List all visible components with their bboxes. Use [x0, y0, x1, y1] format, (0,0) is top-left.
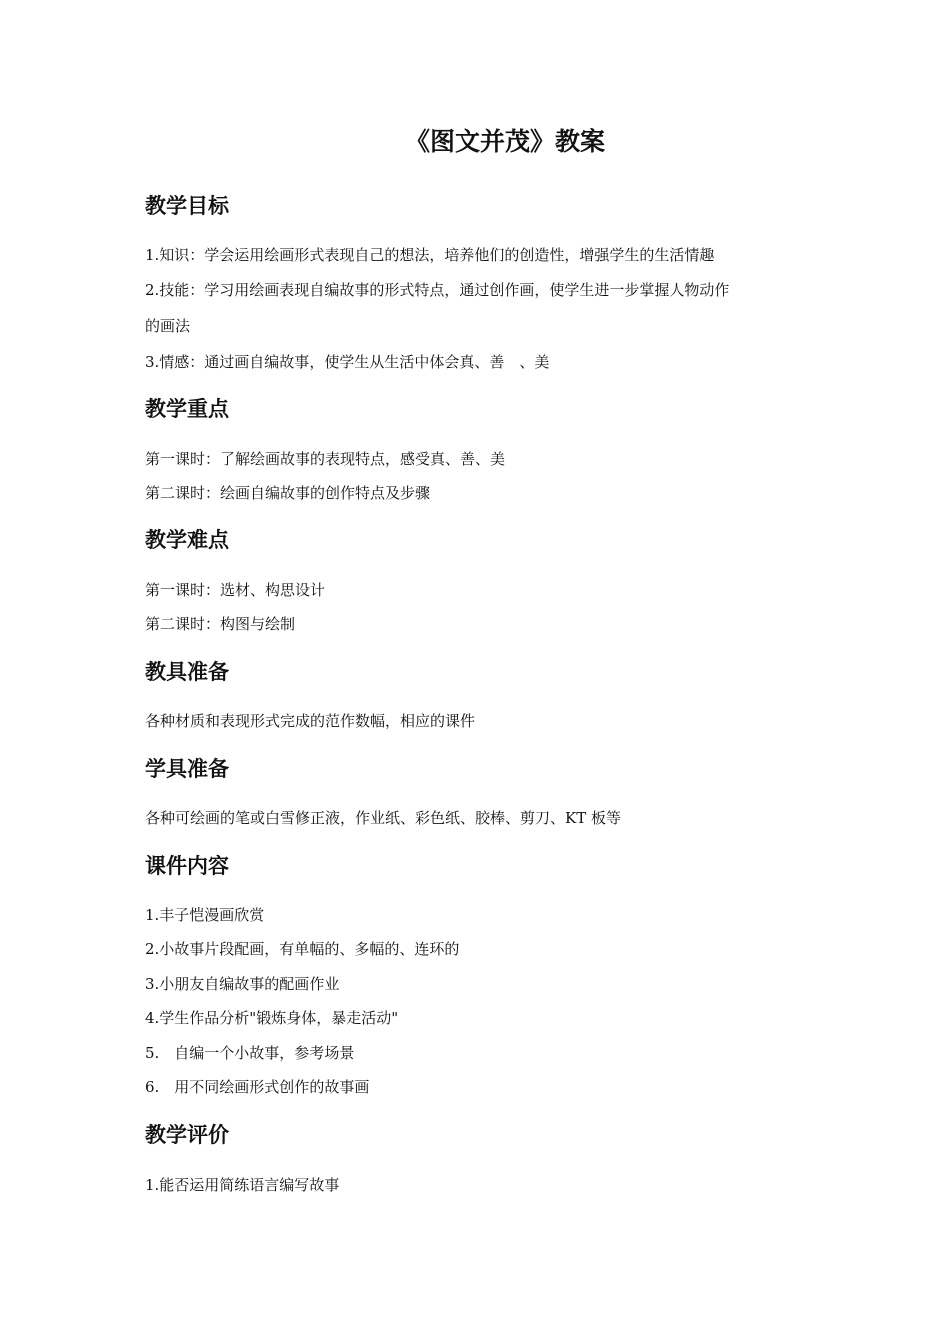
section-heading-teaching-aids: 教具准备 — [145, 660, 229, 684]
courseware-item-4: 4.学生作品分析"锻炼身体，暴走活动" — [145, 1009, 399, 1027]
section-heading-teaching-goals: 教学目标 — [145, 194, 229, 218]
courseware-item-1: 1.丰子恺漫画欣赏 — [145, 906, 265, 924]
evaluation-item-1: 1.能否运用简练语言编写故事 — [145, 1176, 340, 1194]
key-point-lesson-1: 第一课时：了解绘画故事的表现特点，感受真、善、美 — [145, 450, 506, 468]
difficulty-lesson-2: 第二课时：构图与绘制 — [145, 615, 296, 633]
section-heading-evaluation: 教学评价 — [145, 1123, 229, 1147]
courseware-item-3: 3.小朋友自编故事的配画作业 — [145, 975, 340, 993]
goal-line-skill: 2.技能：学习用绘画表现自编故事的形式特点，通过创作画，使学生进一步掌握人物动作 — [145, 281, 730, 299]
courseware-item-6: 6. 用不同绘画形式创作的故事画 — [145, 1078, 370, 1096]
difficulty-lesson-1: 第一课时：选材、构思设计 — [145, 581, 326, 599]
student-materials-text: 各种可绘画的笔或白雪修正液，作业纸、彩色纸、胶棒、剪刀、KT 板等 — [145, 809, 621, 827]
section-heading-student-materials: 学具准备 — [145, 757, 229, 781]
courseware-item-2: 2.小故事片段配画，有单幅的、多幅的、连环的 — [145, 940, 460, 958]
section-heading-courseware: 课件内容 — [145, 854, 229, 878]
teaching-aids-text: 各种材质和表现形式完成的范作数幅，相应的课件 — [145, 712, 476, 730]
goal-line-emotion: 3.情感：通过画自编故事，使学生从生活中体会真、善 、美 — [145, 353, 550, 371]
section-heading-key-points: 教学重点 — [145, 397, 229, 421]
courseware-item-5: 5. 自编一个小故事，参考场景 — [145, 1044, 355, 1062]
document-title: 《图文并茂》教案 — [404, 127, 605, 156]
key-point-lesson-2: 第二课时：绘画自编故事的创作特点及步骤 — [145, 484, 431, 502]
goal-line-knowledge: 1.知识：学会运用绘画形式表现自己的想法，培养他们的创造性，增强学生的生活情趣 — [145, 246, 715, 264]
section-heading-difficulties: 教学难点 — [145, 528, 229, 552]
goal-line-skill-continued: 的画法 — [145, 317, 191, 335]
